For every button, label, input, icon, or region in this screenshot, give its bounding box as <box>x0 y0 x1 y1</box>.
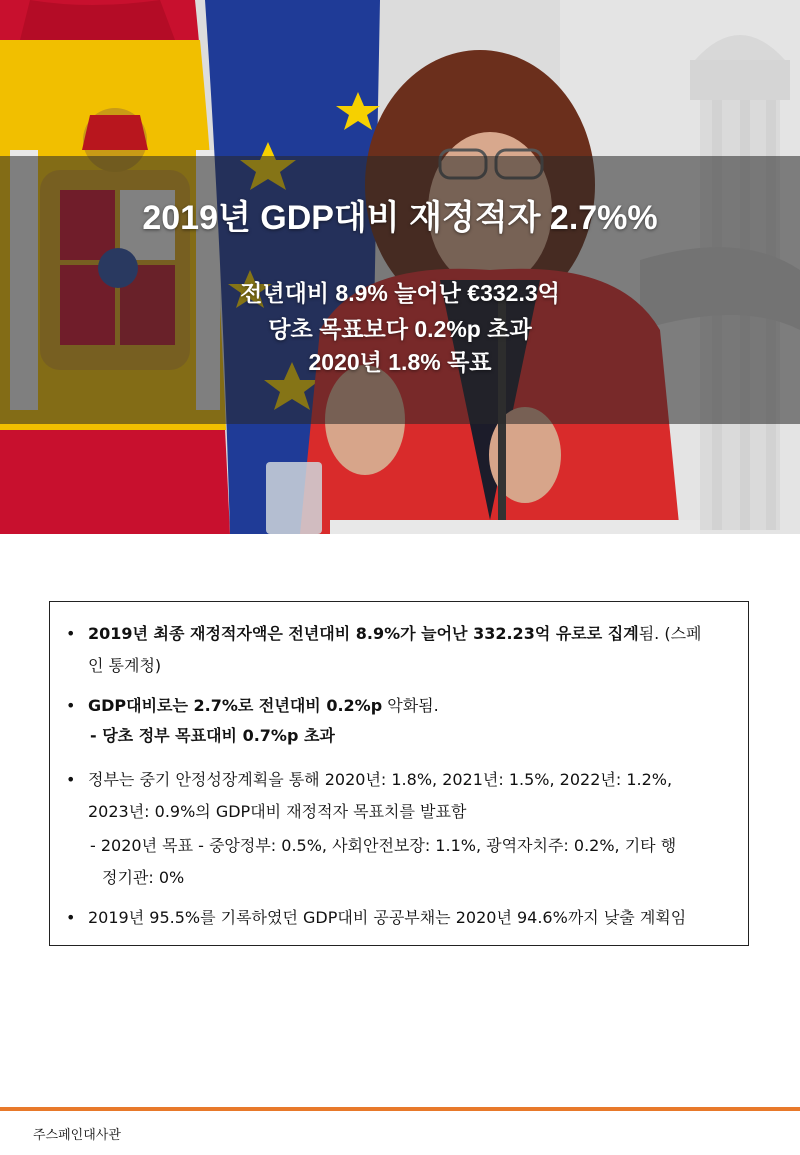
bullet-1: • <box>66 624 76 643</box>
headline-subtitle-1: 전년대비 8.9% 늘어난 €332.3억 <box>240 280 560 306</box>
footer-label: 주스페인대사관 <box>33 1128 121 1143</box>
summary-box <box>49 601 749 946</box>
summary-item-3-line1: 정부는 중기 안정성장계획을 통해 2020년: 1.8%, 2021년: 1.5%, 2022년: 1.2%, <box>88 770 673 789</box>
summary-item-3-sub-line2: 정기관: 0% <box>102 868 185 887</box>
headline-subtitle-2: 당초 목표보다 0.2%p 초과 <box>268 316 532 342</box>
summary-item-1-rest: 됨. (스페 <box>638 624 702 643</box>
bullet-4: • <box>66 908 76 927</box>
bullet-3: • <box>66 770 76 789</box>
headline-title: 2019년 GDP대비 재정적자 2.7%% <box>142 199 658 237</box>
summary-item-3-sub-line1: - 2020년 목표 - 중앙정부: 0.5%, 사회안전보장: 1.1%, 광역자치주: 0.2%, 기타 행 <box>90 836 677 855</box>
summary-item-1-bold: 2019년 최종 재정적자액은 전년대비 8.9%가 늘어난 332.23억 유로로 집계 <box>88 624 639 643</box>
summary-item-4: 2019년 95.5%를 기록하였던 GDP대비 공공부채는 2020년 94.6%까지 낮출 계획임 <box>88 908 687 927</box>
summary-item-1-line2: 인 통계청) <box>88 656 162 675</box>
summary-item-2-bold: GDP대비로는 2.7%로 전년대비 0.2%p <box>88 696 383 715</box>
headline-subtitle-3: 2020년 1.8% 목표 <box>308 349 492 375</box>
summary-item-2-rest: 악화됨. <box>382 696 439 715</box>
summary-item-1 <box>88 618 734 650</box>
summary-item-3-line2: 2023년: 0.9%의 GDP대비 재정적자 목표치를 발표함 <box>88 802 467 821</box>
bullet-2: • <box>66 696 76 715</box>
footer-divider <box>0 1107 800 1111</box>
summary-item-2 <box>88 690 734 722</box>
hero-photo <box>0 0 800 534</box>
summary-item-2-sub: - 당초 정부 목표대비 0.7%p 초과 <box>90 726 335 745</box>
